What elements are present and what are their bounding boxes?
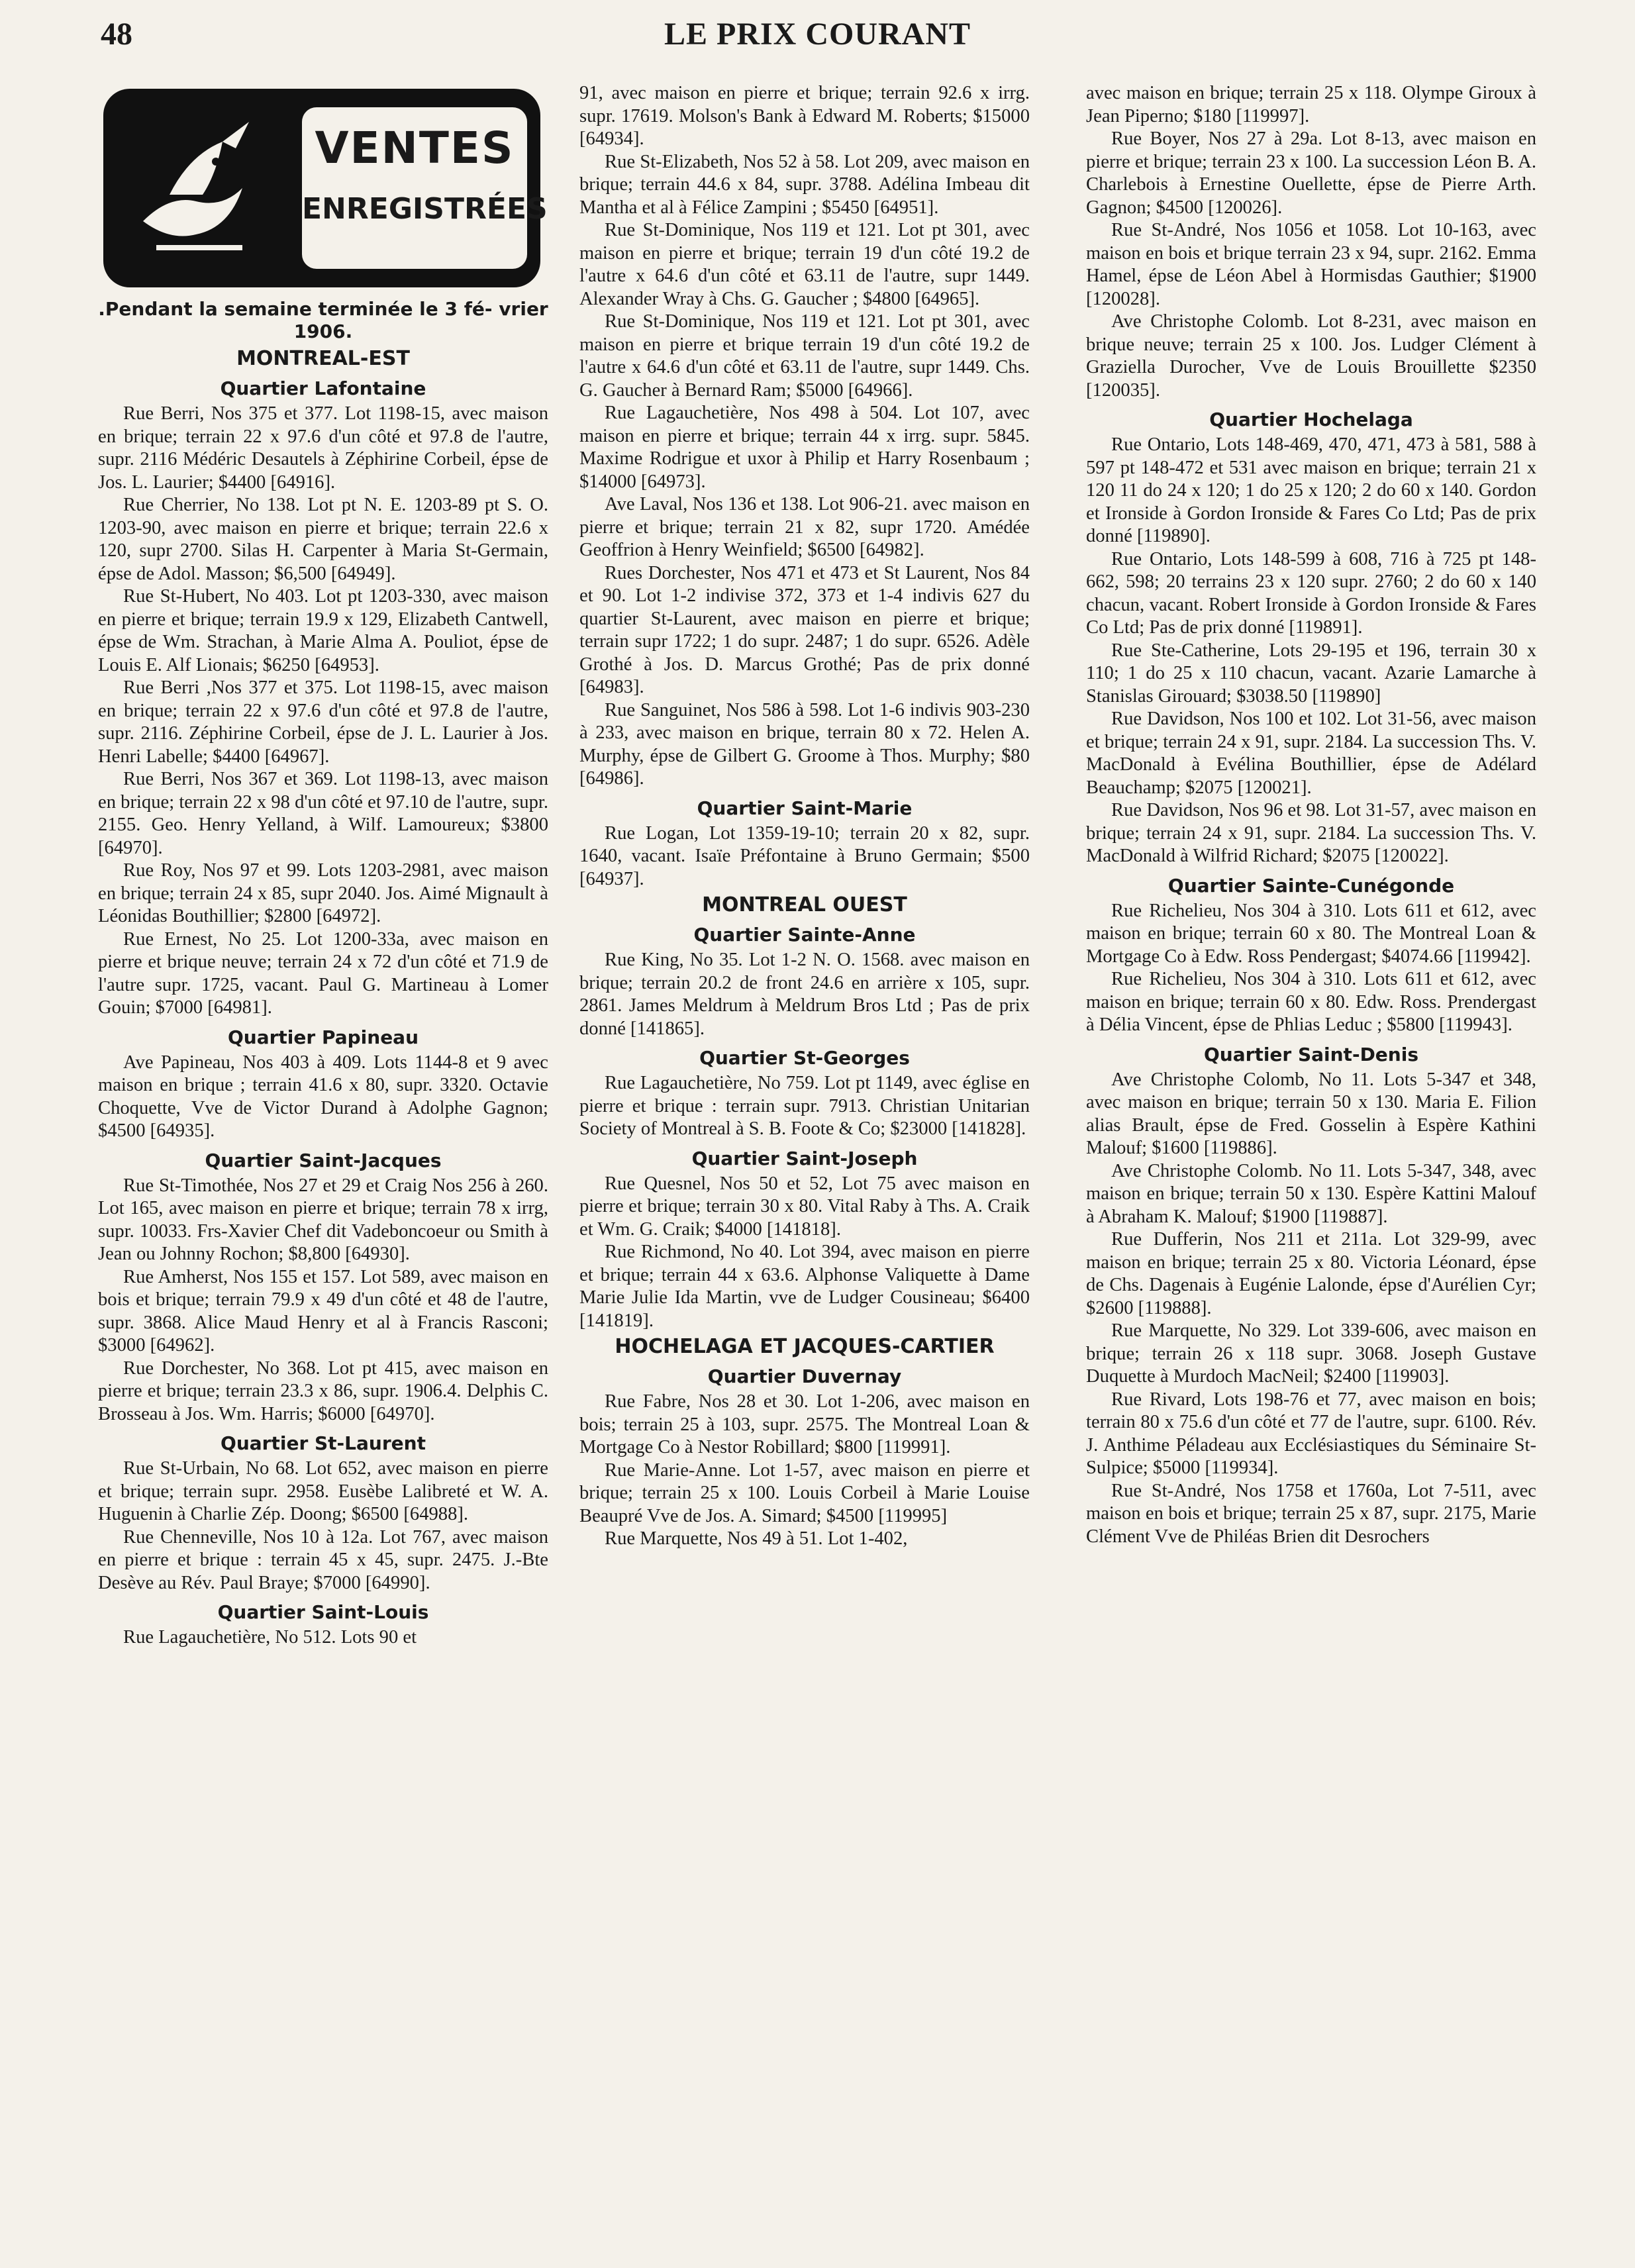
sale-entry: Rue St-Dominique, Nos 119 et 121. Lot pt 301, avec maison en pierre et brique terrain 19 d'un côté 19.2 de l'autre x 64.6 d'un côté et 63.11 de l'autre, supr 1449. Chs. G. Gaucher à Bernard Ram; $5000 [64966]. bbox=[579, 311, 1030, 401]
sale-entry: Rue Ernest, No 25. Lot 1200-33a, avec maison en pierre et brique neuve; terrain 24 x 72 d'un côté et 71.9 de l'autre supr. 1725, vacant. Paul G. Martineau à Lomer Gouin; $7000 [64981]. bbox=[98, 928, 548, 1018]
sale-entry: Rue Ontario, Lots 148-469, 470, 471, 473 à 581, 588 à 597 pt 148-472 et 531 avec maison en brique; terrain 21 x 120 11 do 24 x 120; 1 do 25 x 120; 2 do 60 x 140. Gordon et Ironside à Gordon Ironside & Fares Co Ltd; Pas de prix donné [119890]. bbox=[1086, 434, 1536, 546]
scribe-bird-icon bbox=[130, 115, 262, 261]
sale-entry: Rue St-Elizabeth, Nos 52 à 58. Lot 209, avec maison en brique; terrain 44.6 x 84, supr. 3788. Adélina Imbeau dit Mantha et al à Félice Zampini ; $5450 [64951]. bbox=[579, 151, 1030, 218]
section-heading: HOCHELAGA ET JACQUES-CARTIER bbox=[615, 1335, 995, 1358]
sale-entry: avec maison en brique; terrain 25 x 118. Olympe Giroux à Jean Piperno; $180 [119997]. bbox=[1086, 83, 1536, 126]
quartier-heading: Quartier Lafontaine bbox=[220, 377, 426, 399]
sale-entry: Rue St-Urbain, No 68. Lot 652, avec maison en pierre et brique; terrain supr. 2958. Eusèbe Lalibreté et W. A. Huguenin à Charlie Zép. Doong; $6500 [64988]. bbox=[98, 1458, 548, 1524]
sale-entry: Rue Marquette, No 329. Lot 339-606, avec maison en brique; terrain 26 x 118 supr. 3068. Joseph Gustave Duquette à Murdoch MacNeil; $2400 [119903]. bbox=[1086, 1320, 1536, 1387]
quartier-heading: Quartier Saint-Jacques bbox=[205, 1149, 442, 1171]
sale-entry: Rue Logan, Lot 1359-19-10; terrain 20 x 82, supr. 1640, vacant. Isaïe Préfontaine à Bruno Germain; $500 [64937]. bbox=[579, 822, 1030, 889]
sale-entry: Rue St-Hubert, No 403. Lot pt 1203-330, avec maison en pierre et brique; terrain 19.9 x 129, Elizabeth Cantwell, épse de Wm. Strachan, à Marie Alma A. Pouliot, épse de Louis E. Alf Lionais; $6250 [64953]. bbox=[98, 586, 548, 675]
sale-entry: Ave Christophe Colomb, No 11. Lots 5-347 et 348, avec maison en brique; terrain 50 x 130. Maria E. Filion alias Brault, épse de Fred. Gosselin à Espère Kathini Malouf; $1600 [119886]. bbox=[1086, 1069, 1536, 1158]
sale-entry: Ave Christophe Colomb. Lot 8-231, avec maison en brique neuve; terrain 25 x 100. Jos. Ludger Clément à Graziella Durocher, Vve de Louis Brouillette $2350 [120035]. bbox=[1086, 311, 1536, 401]
sale-entry: Rue Roy, Nos 97 et 99. Lots 1203-2981, avec maison en brique; terrain 24 x 85, supr 2040. Jos. Aimé Mignault à Léonidas Bouthillier; $2800 [64972]. bbox=[98, 860, 548, 926]
sale-entry: Rue Davidson, Nos 100 et 102. Lot 31-56, avec maison et brique; terrain 24 x 91, supr. 2184. La succession Ths. V. MacDonald à Evélina Bouthillier, épse de Adélard Beauchamp; $2075 [120021]. bbox=[1086, 709, 1536, 798]
sale-entry: Rue Dufferin, Nos 211 et 211a. Lot 329-99, avec maison en brique; terrain 25 x 80. Victoria Léonard, épse de Chs. Dagenais à Eugénie Lalonde, épse d'Aurélien Cyr; $2600 [119888]. bbox=[1086, 1229, 1536, 1318]
section-heading: MONTREAL-EST bbox=[236, 347, 410, 370]
sale-entry: 91, avec maison en pierre et brique; terrain 92.6 x irrg. supr. 17619. Molson's Bank à Edward M. Roberts; $15000 [64934]. bbox=[579, 83, 1030, 149]
sale-entry: Rue Marquette, Nos 49 à 51. Lot 1-402, bbox=[605, 1528, 908, 1549]
sale-entry: Rue Richelieu, Nos 304 à 310. Lots 611 et 612, avec maison en brique; terrain 60 x 80. Edw. Ross. Prendergast à Délia Vincent, épse de Phlias Leduc ; $5800 [119943]. bbox=[1086, 969, 1536, 1035]
page-number: 48 bbox=[101, 17, 132, 52]
sale-entry: Rue Marie-Anne. Lot 1-57, avec maison en pierre et brique; terrain 25 x 100. Louis Corbeil à Marie Louise Beaupré Vve de Jos. A. Simard; $4500 [119995] bbox=[579, 1459, 1030, 1526]
week-caption: .Pendant la semaine terminée le 3 fé- vrier 1906. bbox=[98, 298, 548, 342]
quartier-heading: Quartier Hochelaga bbox=[1209, 409, 1413, 430]
logo-word-ventes: VENTES bbox=[315, 123, 515, 173]
quartier-heading: Quartier Saint-Denis bbox=[1204, 1043, 1418, 1065]
sale-entry: Rue Chenneville, Nos 10 à 12a. Lot 767, avec maison en pierre et brique : terrain 45 x 45, supr. 2475. J.-Bte Desève au Rév. Paul Braye; $7000 [64990]. bbox=[98, 1526, 548, 1593]
sale-entry: Rue Lagauchetière, Nos 498 à 504. Lot 107, avec maison en pierre et brique; terrain 44 x irrg. supr. 5845. Maxime Rodrigue et uxor à Philip et Harry Rosenbaum ; $14000 [64973]. bbox=[579, 403, 1030, 492]
sale-entry: Rue Dorchester, No 368. Lot pt 415, avec maison en pierre et brique; terrain 23.3 x 86, supr. 1906.4. Delphis C. Brosseau à Jos. Wm. Harris; $6000 [64970]. bbox=[98, 1357, 548, 1424]
sale-entry: Rue Boyer, Nos 27 à 29a. Lot 8-13, avec maison en pierre et brique; terrain 23 x 100. La succession Léon B. A. Charlebois à Ernestine Ouellette, épse de Pierre Arth. Gagnon; $4500 [120026]. bbox=[1086, 128, 1536, 218]
sale-entry: Rue Quesnel, Nos 50 et 52, Lot 75 avec maison en pierre et brique; terrain 30 x 80. Vital Raby à Ths. A. Craik et Wm. G. Craik; $4000 [141818]. bbox=[579, 1173, 1030, 1240]
sale-entry: Rue St-Timothée, Nos 27 et 29 et Craig Nos 256 à 260. Lot 165, avec maison en pierre et brique; terrain 78 x irrg, supr. 10033. Frs-Xavier Chef dit Vadeboncoeur ou Smith à Jean ou Johnny Rochon; $8,800 [64930]. bbox=[98, 1175, 548, 1264]
quartier-heading: Quartier Papineau bbox=[227, 1026, 419, 1048]
sale-entry: Rue Lagauchetière, No 512. Lots 90 et bbox=[123, 1627, 417, 1648]
sale-entry: Rue Berri, Nos 367 et 369. Lot 1198-13, avec maison en brique; terrain 22 x 98 d'un côté et 97.10 de l'autre, supr. 2155. Geo. Henry Yelland, à Wilf. Lamoureux; $3800 [64970]. bbox=[98, 769, 548, 858]
sale-entry: Ave Christophe Colomb. No 11. Lots 5-347, 348, avec maison en brique; terrain 50 x 130. Espère Kattini Malouf à Abraham K. Malouf; $1900 [119887]. bbox=[1086, 1160, 1536, 1227]
sale-entry: Rue Amherst, Nos 155 et 157. Lot 589, avec maison en bois et brique; terrain 79.9 x 49 d'un côté et 48 de l'autre, supr. 3868. Alice Maud Henry et al à Francis Rasconi; $3000 [64962]. bbox=[98, 1266, 548, 1356]
logo-wordbox bbox=[302, 107, 548, 269]
quartier-heading: Quartier Saint-Joseph bbox=[691, 1147, 918, 1169]
sale-entry: Rue Richelieu, Nos 304 à 310. Lots 611 et 612, avec maison en brique; terrain 60 x 80. The Montreal Loan & Mortgage Co à Edw. Ross Pendergast; $4074.66 [119942]. bbox=[1086, 900, 1536, 967]
quartier-heading: Quartier Duvernay bbox=[707, 1365, 902, 1387]
sale-entry: Rue Davidson, Nos 96 et 98. Lot 31-57, avec maison en brique; terrain 24 x 91, supr. 2184. La succession Ths. V. MacDonald à Wilfrid Richard; $2075 [120022]. bbox=[1086, 800, 1536, 866]
page-header bbox=[0, 13, 1635, 60]
sale-entry: Rue St-André, Nos 1056 et 1058. Lot 10-163, avec maison en bois et brique terrain 23 x 94, supr. 2162. Emma Hamel, épse de Léon Abel à Hormisdas Gauthier; $1900 [120028]. bbox=[1086, 220, 1536, 309]
sale-entry: Rue Richmond, No 40. Lot 394, avec maison en pierre et brique; terrain 44 x 63.6. Alphonse Valiquette à Dame Marie Julie Ida Martin, vve de Ludger Cousineau; $6400 [141819]. bbox=[579, 1242, 1030, 1331]
sale-entry: Rue Berri ,Nos 377 et 375. Lot 1198-15, avec maison en brique; terrain 22 x 97.6 d'un côté et 97.8 de l'autre, supr. 2116. Zéphirine Corbeil, épse de J. L. Laurier à Jos. Henri Labelle; $4400 [64967]. bbox=[98, 677, 548, 767]
column-3 bbox=[1086, 82, 1536, 1548]
sale-entry: Rue Rivard, Lots 198-76 et 77, avec maison en bois; terrain 80 x 75.6 d'un côté et 77 de l'autre, supr. 6100. Rév. J. Anthime Péladeau aux Ecclésiastiques du Séminaire St-Sulpice; $5000 [119934]. bbox=[1086, 1389, 1536, 1478]
quartier-heading: Quartier St-Georges bbox=[699, 1047, 910, 1069]
quartier-heading: Quartier Sainte-Cunégonde bbox=[1167, 874, 1455, 897]
sale-entry: Rue Cherrier, No 138. Lot pt N. E. 1203-89 pt S. O. 1203-90, avec maison en pierre et brique; terrain 22.6 x 120, supr 2700. Silas H. Carpenter à Maria St-Germain, épse de Adol. Masson; $6,500 [64949]. bbox=[98, 495, 548, 584]
ventes-enregistrees-logo bbox=[103, 89, 548, 287]
sale-entry: Ave Papineau, Nos 403 à 409. Lots 1144-8 et 9 avec maison en brique ; terrain 41.6 x 80, supr. 3320. Octavie Choquette, Vve de Victor Durand à Adolphe Gagnon; $4500 [64935]. bbox=[98, 1052, 548, 1141]
column-2-body bbox=[579, 82, 1030, 1551]
column-1 bbox=[98, 89, 548, 1650]
sale-entry: Rue St-Dominique, Nos 119 et 121. Lot pt 301, avec maison en pierre et brique; terrain 19 d'un côté 19.2 de l'autre x 64.6 d'un côté et 63.11 de l'autre, supr 1449. Alexander Wray à Chs. G. Gaucher ; $4800 [64965]. bbox=[579, 220, 1030, 309]
column-2 bbox=[579, 82, 1030, 1551]
sale-entry: Rue Ste-Catherine, Lots 29-195 et 196, terrain 30 x 110; 1 do 25 x 110 chacun, vacant. Azarie Lamarche à Stanislas Girouard; $3038.50 [119890] bbox=[1086, 640, 1536, 707]
column-3-body bbox=[1086, 82, 1536, 1548]
sale-entry: Rue Ontario, Lots 148-599 à 608, 716 à 725 pt 148-662, 598; 20 terrains 23 x 120 supr. 2760; 2 do 60 x 140 chacun, vacant. Robert Ironside à Gordon Ironside & Fares Co Ltd; Pas de prix donné [119891]. bbox=[1086, 548, 1536, 638]
logo-word-enregistrees: ENREGISTRÉES bbox=[302, 192, 548, 226]
column-1-body bbox=[98, 347, 548, 1650]
sale-entry: Rue Fabre, Nos 28 et 30. Lot 1-206, avec maison en bois; terrain 25 à 103, supr. 2575. The Montreal Loan & Mortgage Co à Nestor Robillard; $800 [119991]. bbox=[579, 1391, 1030, 1457]
running-title: LE PRIX COURANT bbox=[664, 17, 971, 52]
sale-entry: Rue Sanguinet, Nos 586 à 598. Lot 1-6 indivis 903-230 à 233, avec maison en brique, terrain 80 x 72. Helen A. Murphy, épse de Gilbert G. Groome à Thos. Murphy; $80 [64986]. bbox=[579, 699, 1030, 789]
sale-entry: Rue Berri, Nos 375 et 377. Lot 1198-15, avec maison en brique; terrain 22 x 97.6 d'un côté et 97.8 de l'autre, supr. 2116 Médéric Desautels à Zéphirine Corbeil, épse de Jos. L. Laurier; $4400 [64916]. bbox=[98, 403, 548, 493]
sale-entry: Rue King, No 35. Lot 1-2 N. O. 1568. avec maison en brique; terrain 20.2 de front 24.6 en arrière x 105, supr. 2861. James Meldrum à Meldrum Bros Ltd ; Pas de prix donné [141865]. bbox=[579, 950, 1030, 1039]
section-heading: MONTREAL OUEST bbox=[702, 893, 907, 916]
sale-entry: Rue St-André, Nos 1758 et 1760a, Lot 7-511, avec maison en bois et brique; terrain 25 x 87, supr. 2175, Marie Clément Vve de Philéas Brien dit Desrochers bbox=[1086, 1480, 1536, 1547]
quartier-heading: Quartier St-Laurent bbox=[221, 1432, 426, 1454]
quartier-heading: Quartier Sainte-Anne bbox=[693, 924, 916, 946]
quartier-heading: Quartier Saint-Louis bbox=[217, 1601, 429, 1623]
quartier-heading: Quartier Saint-Marie bbox=[697, 797, 913, 819]
sale-entry: Ave Laval, Nos 136 et 138. Lot 906-21. avec maison en pierre et brique; terrain 21 x 82, supr 1720. Amédée Geoffrion à Henry Weinfield; $6500 [64982]. bbox=[579, 494, 1030, 560]
sale-entry: Rue Lagauchetière, No 759. Lot pt 1149, avec église en pierre et brique : terrain supr. 7913. Christian Unitarian Society of Montreal à S. B. Foote & Co; $23000 [141828]. bbox=[579, 1073, 1030, 1139]
sale-entry: Rues Dorchester, Nos 471 et 473 et St Laurent, Nos 84 et 90. Lot 1-2 indivise 372, 373 et 1-4 indivis 627 du quartier St-Laurent, avec maison en pierre et brique; terrain supr 1722; 1 do supr. 2487; 1 do supr. 6526. Adèle Grothé à Jos. D. Marcus Grothé; Pas de prix donné [64983]. bbox=[579, 562, 1030, 697]
